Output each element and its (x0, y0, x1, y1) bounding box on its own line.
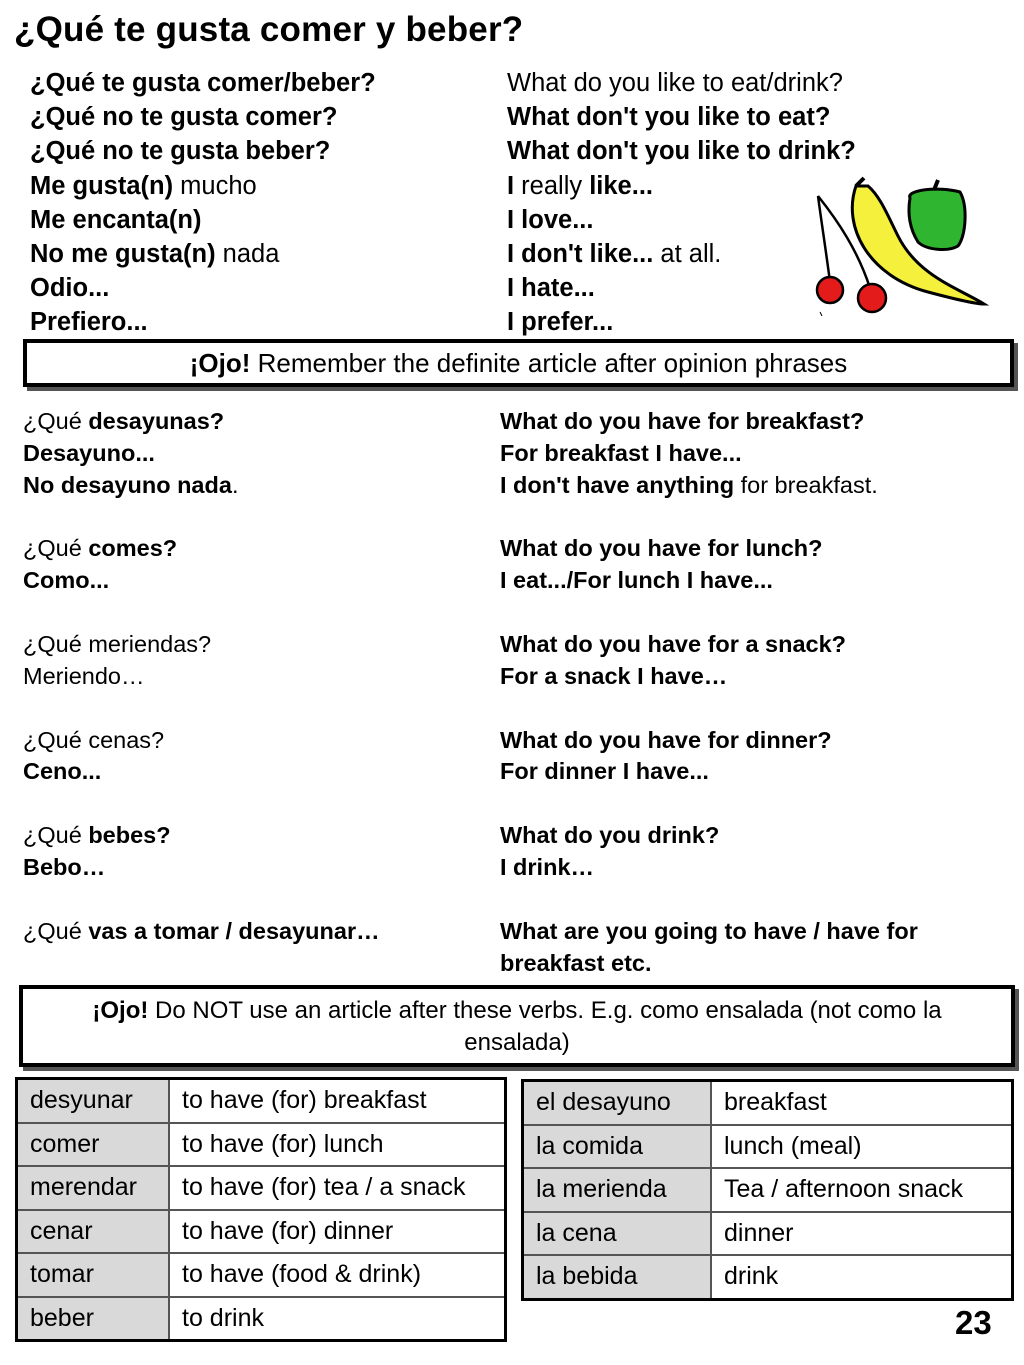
english-translation (507, 305, 613, 339)
spanish-term-cell: cenar (17, 1210, 170, 1254)
english-translation (507, 271, 595, 305)
spacer (23, 884, 1013, 916)
spanish-term-cell: la comida (523, 1125, 712, 1169)
english-meaning-cell: dinner (711, 1212, 1013, 1256)
spanish-term-cell: la cena (523, 1212, 712, 1256)
text-segment: Me gusta(n) (30, 171, 174, 200)
english-meaning-cell: breakfast (711, 1081, 1013, 1125)
spanish-phrase (30, 169, 257, 203)
text-segment: Como... (23, 567, 110, 594)
text-segment: What do you have for a snack? (500, 630, 847, 657)
text-segment: ¿Qué te gusta comer/beber? (30, 69, 376, 97)
english-translation (500, 852, 594, 883)
meal-row (23, 820, 1013, 852)
spanish-phrase (30, 271, 109, 305)
phrase-row (30, 169, 790, 203)
text-segment: What do you have for dinner? (500, 726, 832, 753)
spanish-phrase (23, 661, 144, 692)
english-translation (507, 169, 653, 203)
opinion-phrases-list (30, 66, 856, 340)
text-segment: What do you have for breakfast? (500, 408, 865, 434)
text-segment: What don't you like to eat? (507, 103, 831, 132)
text-segment: really (514, 171, 590, 200)
text-segment: I hate... (507, 274, 595, 303)
text-segment: No me gusta(n) (30, 239, 216, 268)
table-row (17, 1079, 506, 1123)
spanish-term-cell: la bebida (523, 1255, 712, 1299)
fruit-clipart-icon (808, 176, 990, 316)
meal-row (23, 916, 1013, 948)
ojo-no-article-note (19, 985, 1015, 1067)
spanish-phrase (30, 66, 376, 100)
text-segment: What do you drink? (500, 822, 720, 849)
phrase-row (30, 271, 790, 305)
english-meaning-cell: to have (food & drink) (169, 1253, 506, 1297)
english-translation (507, 203, 593, 237)
text-segment: mucho (173, 171, 257, 200)
text-segment: For dinner I have... (500, 758, 709, 785)
spanish-phrase (23, 406, 224, 437)
spanish-term-cell: merendar (17, 1166, 170, 1210)
text-segment: Desayuno... (23, 439, 155, 466)
english-meaning-cell: to drink (169, 1297, 506, 1341)
text-segment: What do you like to eat/drink? (507, 69, 843, 97)
text-segment: I love... (507, 205, 594, 234)
spanish-phrase (30, 134, 330, 168)
phrase-row (30, 237, 790, 271)
text-segment: I drink… (500, 853, 595, 880)
spanish-term-cell: desyunar (17, 1079, 170, 1123)
ojo-label: ¡Ojo! (189, 348, 251, 378)
phrase-row (30, 203, 790, 237)
english-translation (500, 438, 742, 469)
text-segment: Me encanta(n) (30, 205, 202, 234)
phrase-row (30, 100, 831, 134)
text-segment: ¿Qué no te gusta comer? (30, 103, 338, 132)
spanish-phrase (23, 565, 109, 596)
ojo-label: ¡Ojo! (92, 997, 149, 1024)
spacer (23, 693, 1013, 725)
spacer (23, 597, 1013, 629)
table-row (17, 1297, 506, 1341)
spanish-term-cell: el desayuno (523, 1081, 712, 1125)
text-segment: What are you going to have / have for (500, 917, 918, 944)
meal-row (23, 470, 1013, 502)
english-translation (507, 66, 843, 100)
phrase-row (30, 134, 856, 168)
meal-row (23, 661, 1013, 693)
text-segment: No desayuno nada (23, 471, 232, 498)
table-row (17, 1123, 506, 1167)
text-segment: meriendas? (88, 630, 212, 657)
text-segment: Prefiero... (30, 308, 148, 337)
page-number: 23 (955, 1304, 992, 1341)
spacer (23, 788, 1013, 820)
english-meaning-cell: Tea / afternoon snack (711, 1168, 1013, 1212)
text-segment: ¿Qué (23, 408, 89, 434)
spanish-phrase (23, 916, 380, 947)
text-segment: Bebo… (23, 853, 106, 880)
english-translation (500, 756, 709, 787)
text-segment: comes? (88, 535, 178, 562)
table-row (523, 1255, 1013, 1299)
text-segment: ¿Qué (23, 630, 89, 657)
text-segment: nada (215, 239, 280, 268)
spanish-phrase (23, 533, 177, 564)
english-translation (500, 470, 878, 501)
page-title: ¿Qué te gusta comer y beber? (14, 10, 524, 49)
meal-row (23, 948, 1013, 980)
spanish-phrase (30, 237, 279, 271)
text-segment: vas a tomar / desayunar… (88, 917, 380, 944)
text-segment: Ceno... (23, 758, 102, 785)
phrase-row (30, 305, 790, 339)
english-translation (500, 406, 864, 437)
english-translation (500, 565, 773, 596)
text-segment: like... (589, 171, 653, 200)
table-row (523, 1168, 1013, 1212)
text-segment: I prefer... (507, 308, 614, 337)
phrase-row (30, 66, 843, 100)
verbs-vocabulary-table (15, 1077, 507, 1342)
meal-row (23, 438, 1013, 470)
spanish-phrase (23, 725, 164, 756)
text-segment: desayunas? (88, 408, 225, 434)
english-translation (500, 948, 652, 979)
text-segment: What do you have for lunch? (500, 535, 823, 562)
spanish-term-cell: la merienda (523, 1168, 712, 1212)
text-segment: at all. (653, 239, 722, 268)
ojo-note-text: Do NOT use an article after these verbs. E.g. como ensalada (not como la ensalada) (148, 997, 942, 1056)
spanish-term-cell: tomar (17, 1253, 170, 1297)
meal-row (23, 406, 1013, 438)
text-segment: For breakfast I have... (500, 439, 742, 466)
text-segment: for breakfast. (734, 471, 878, 498)
english-meaning-cell: to have (for) tea / a snack (169, 1166, 506, 1210)
spacer (23, 501, 1013, 533)
text-segment: cenas? (88, 726, 165, 753)
english-translation (507, 237, 721, 271)
table-row (17, 1210, 506, 1254)
table-row (523, 1125, 1013, 1169)
text-segment: ¿Qué (23, 726, 89, 753)
text-segment: I don't like... (507, 239, 654, 268)
spanish-phrase (23, 438, 155, 469)
spanish-phrase (23, 852, 105, 883)
nouns-vocabulary-table (521, 1079, 1014, 1301)
english-translation (507, 134, 856, 168)
text-segment: I eat.../For lunch I have... (500, 567, 773, 594)
meal-questions-list (23, 406, 1013, 979)
text-segment: What don't you like to drink? (507, 137, 856, 166)
ojo-article-note (23, 339, 1014, 387)
english-translation (500, 820, 719, 851)
text-segment: ¿Qué (23, 917, 89, 944)
text-segment: I don't have anything (500, 471, 735, 498)
english-meaning-cell: to have (for) breakfast (169, 1079, 506, 1123)
meal-row (23, 533, 1013, 565)
table-row (17, 1253, 506, 1297)
text-segment: I (507, 171, 515, 200)
text-segment: For a snack I have… (500, 662, 728, 689)
spanish-phrase (23, 629, 211, 660)
spanish-phrase (23, 756, 101, 787)
english-translation (500, 533, 822, 564)
table-row (17, 1166, 506, 1210)
text-segment: . (231, 471, 239, 498)
english-translation (500, 629, 846, 660)
spanish-term-cell: beber (17, 1297, 170, 1341)
text-segment: Odio... (30, 274, 110, 303)
text-segment: ¿Qué (23, 535, 89, 562)
meal-row (23, 756, 1013, 788)
table-row (523, 1212, 1013, 1256)
meal-row (23, 629, 1013, 661)
table-row (523, 1081, 1013, 1125)
meal-row (23, 852, 1013, 884)
english-translation (500, 661, 727, 692)
spanish-phrase (23, 470, 238, 501)
spanish-phrase (30, 305, 148, 339)
meal-row (23, 565, 1013, 597)
english-translation (500, 916, 918, 947)
spanish-phrase (30, 100, 337, 134)
text-segment: bebes? (88, 822, 171, 849)
english-meaning-cell: to have (for) dinner (169, 1210, 506, 1254)
text-segment: ¿Qué no te gusta beber? (30, 137, 331, 166)
english-translation (507, 100, 830, 134)
english-meaning-cell: to have (for) lunch (169, 1123, 506, 1167)
meal-row (23, 725, 1013, 757)
english-meaning-cell: drink (711, 1255, 1013, 1299)
spanish-term-cell: comer (17, 1123, 170, 1167)
spanish-phrase (23, 820, 171, 851)
text-segment: breakfast etc. (500, 949, 652, 976)
english-meaning-cell: lunch (meal) (711, 1125, 1013, 1169)
ojo-note-text: Remember the definite article after opinion phrases (250, 348, 848, 378)
text-segment: ¿Qué (23, 822, 89, 849)
text-segment: Meriendo… (23, 662, 145, 689)
spanish-phrase (30, 203, 201, 237)
english-translation (500, 725, 832, 756)
